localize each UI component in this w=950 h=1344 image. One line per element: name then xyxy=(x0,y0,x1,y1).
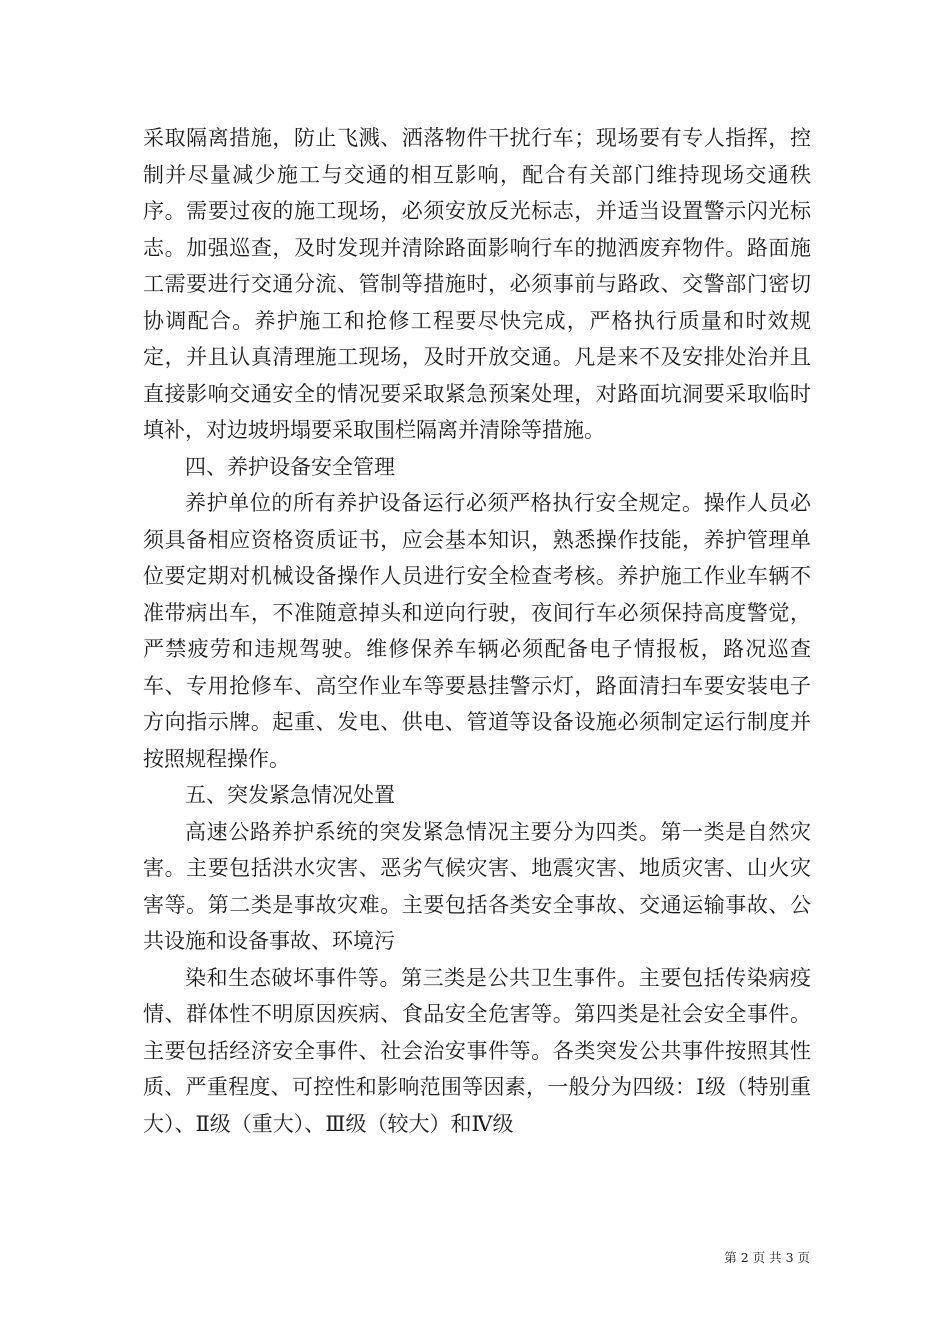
document-body xyxy=(143,120,811,1142)
paragraph-emergency-categories: 高速公路养护系统的突发紧急情况主要分为四类。第一类是自然灾害。主要包括洪水灾害、恶劣气候灾害、地震灾害、地质灾害、山火灾害等。第二类是事故灾难。主要包括各类安全事故、交通运输事故、公共设施和设备事故、环境污 xyxy=(143,819,811,953)
page-number-footer: 第 2 页 共 3 页 xyxy=(724,1250,810,1265)
paragraph-emergency-levels: 染和生态破坏事件等。第三类是公共卫生事件。主要包括传染病疫情、群体性不明原因疾病、食品安全危害等。第四类是社会安全事件。主要包括经济安全事件、社会治安事件等。各类突发公共事件按照其性质、严重程度、可控性和影响范围等因素，一般分为四级：Ⅰ级（特别重大）、Ⅱ级（重大）、Ⅲ级（较大）和Ⅳ级 xyxy=(143,965,811,1136)
section-heading-emergency-handling: 五、突发紧急情况处置 xyxy=(185,783,395,807)
paragraph-continued-isolation-measures: 采取隔离措施，防止飞溅、洒落物件干扰行车；现场要有专人指挥，控制并尽量减少施工与交通的相互影响，配合有关部门维持现场交通秩序。需要过夜的施工现场，必须安放反光标志，并适当设置警示闪光标志。加强巡查，及时发现并清除路面影响行车的抛洒废弃物件。路面施工需要进行交通分流、管制等措施时，必须事前与路政、交警部门密切协调配合。养护施工和抢修工程要尽快完成，严格执行质量和时效规定，并且认真清理施工现场，及时开放交通。凡是来不及安排处治并且直接影响交通安全的情况要采取紧急预案处理，对路面坑洞要采取临时填补，对边坡坍塌要采取围栏隔离并清除等措施。 xyxy=(143,126,811,442)
section-heading-equipment-safety: 四、养护设备安全管理 xyxy=(185,454,395,479)
paragraph-equipment-safety: 养护单位的所有养护设备运行必须严格执行安全规定。操作人员必须具备相应资格资质证书，应会基本知识，熟悉操作技能，养护管理单位要定期对机械设备操作人员进行安全检查考核。养护施工作业车辆不准带病出车，不准随意掉头和逆向行驶，夜间行车必须保持高度警觉，严禁疲劳和违规驾驶。维修保养车辆必须配备电子情报板，路况巡查车、专用抢修车、高空作业车等要悬挂警示灯，路面清扫车要安装电子方向指示牌。起重、发电、供电、管道等设备设施必须制定运行制度并按照规程操作。 xyxy=(143,491,811,771)
